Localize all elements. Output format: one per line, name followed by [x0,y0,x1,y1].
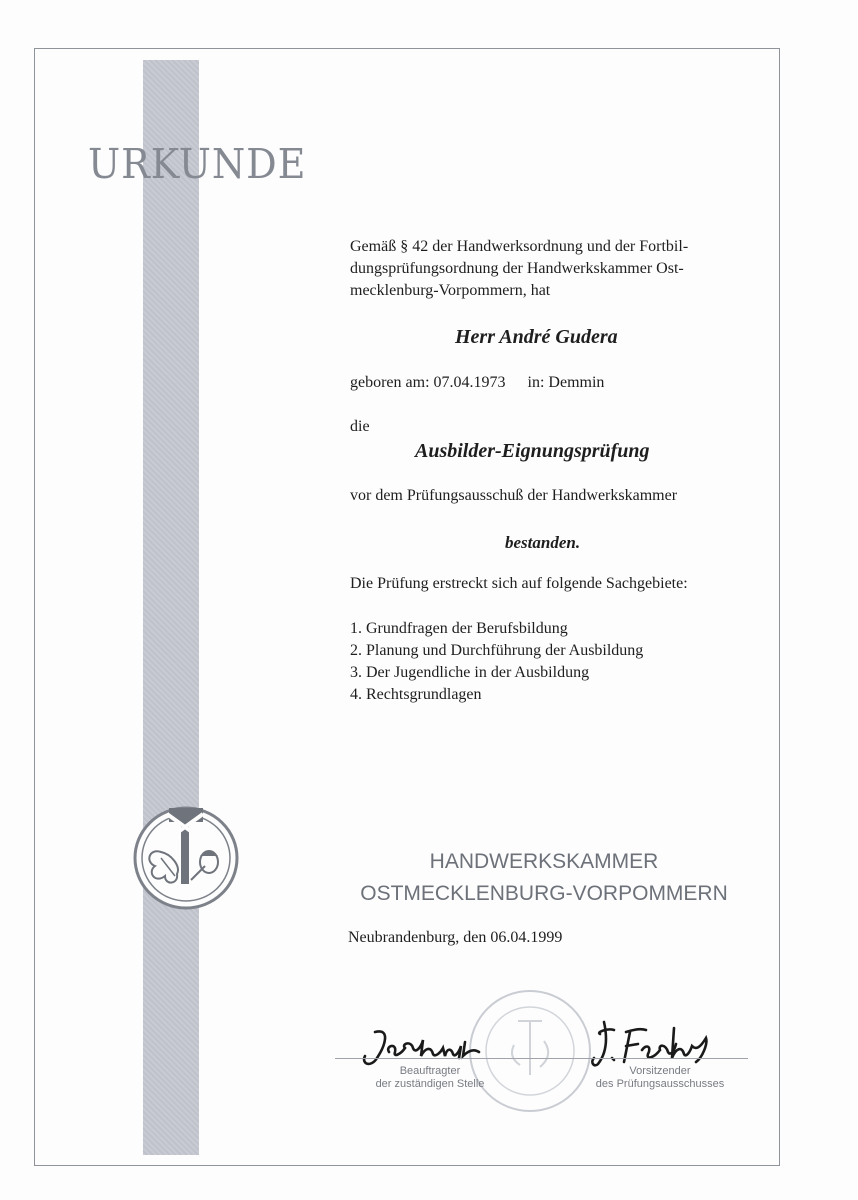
intro-line: Gemäß § 42 der Handwerksordnung und der Fortbil- [350,238,689,255]
birth-place: in: Demmin [527,374,605,391]
subject-item: 2. Planung und Durchführung der Ausbildung [350,642,644,659]
article-die: die [350,418,370,435]
subject-item: 3. Der Jugendliche in der Ausbildung [350,664,590,681]
birth-date: geboren am: 07.04.1973 [350,374,506,391]
chamber-name [340,846,748,910]
chamber-line2: OSTMECKLENBURG-VORPOMMERN [360,882,728,905]
birth-info [350,372,604,394]
certificate-title: URKUNDE [88,140,307,188]
committee-text: vor dem Prüfungsausschuß der Handwerkskammer [350,487,678,504]
decorative-band [143,60,199,1155]
signature-left-label [350,1065,510,1091]
signature-right-label [575,1065,745,1091]
result-text: bestanden. [505,533,581,552]
signature-left-role-detail: der zuständigen Stelle [375,1078,485,1090]
subject-item: 4. Rechtsgrundlagen [350,686,482,703]
chamber-line1: HANDWERKSKAMMER [429,850,659,873]
signature-right-role: Vorsitzender [629,1065,691,1077]
subjects-list [350,618,643,706]
subject-item: 1. Grundfragen der Berufsbildung [350,620,568,637]
intro-paragraph [350,236,770,302]
exam-name: Ausbilder-Eignungsprüfung [415,440,650,462]
recipient-name: Herr André Gudera [455,326,618,348]
intro-line: mecklenburg-Vorpommern, hat [350,282,551,299]
signature-line [335,1058,748,1059]
subjects-intro: Die Prüfung erstreckt sich auf folgende Sachgebiete: [350,575,688,592]
signature-right-role-detail: des Prüfungsausschusses [595,1078,725,1090]
signature-left-role: Beauftragter [399,1065,461,1077]
intro-line: dungsprüfungsordnung der Handwerkskammer Ost- [350,260,684,277]
chamber-emblem-icon [131,800,241,912]
place-date: Neubrandenburg, den 06.04.1999 [348,929,563,946]
